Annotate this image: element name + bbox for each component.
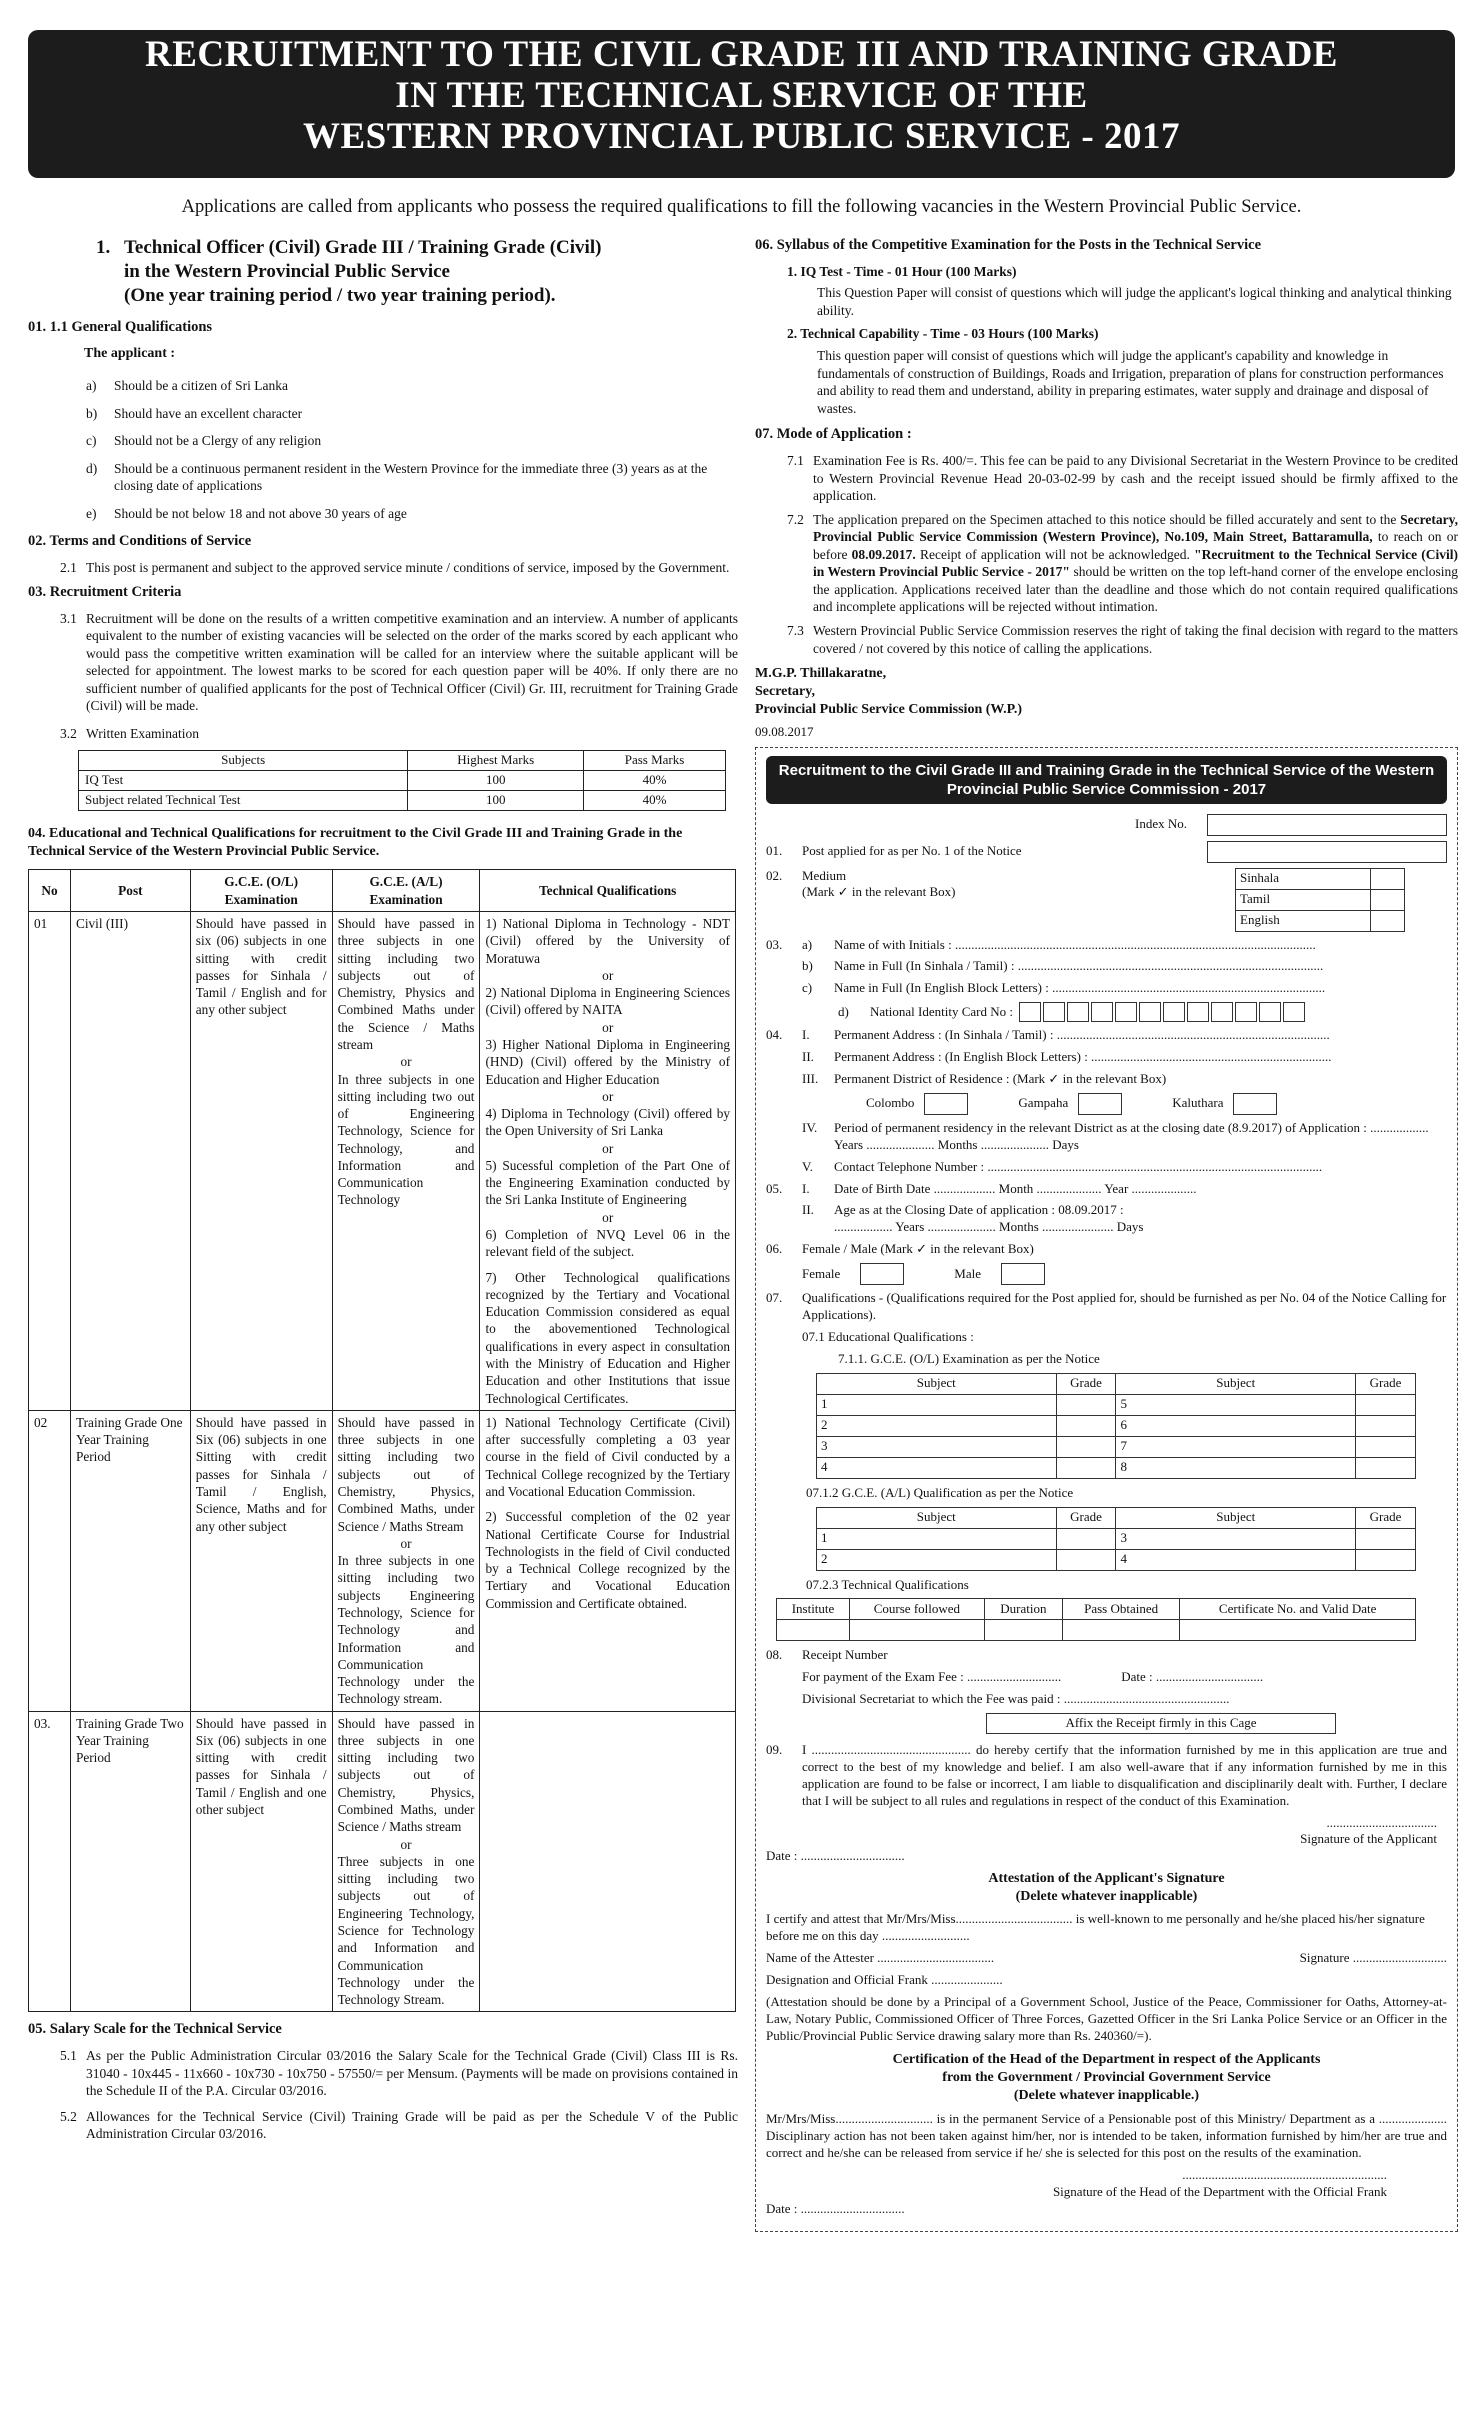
nic-digit-box[interactable] [1163,1002,1185,1022]
district-label: Gampaha [1018,1095,1069,1111]
attester-row: Name of the Attester .................................... Signature ............................. [766,1950,1447,1966]
qual-header: G.C.E. (A/L) Examination [332,870,480,912]
s03-item-1: 3.1 Recruitment will be done on the results of a written competitive examination and an interview. A number of applicants equivalent to the number of existing vacancies will be selected on the order of the marks scored by each applicant who would pass the competitive written examination will be called for an interview where the suitable applicant will be selected for appointment. The lowest marks to be scored for each question paper will be 40%. If only there are no sufficient number of qualified applicants for the post of Technical Officer (Civil) Gr. III, recruitment for Training Grade (Civil) will be made. [60,610,738,714]
attestation-heading: Attestation of the Applicant's Signature [988,1871,1225,1887]
f04e-row: V. Contact Telephone Number : ....................................................................................................... [802,1158,1323,1174]
signatory-name: M.G.P. Thillakaratne, [755,666,887,682]
result-header: Grade [1356,1373,1416,1394]
nic-digit-box[interactable] [1283,1002,1305,1022]
f05a-row: 05. I. Date of Birth Date ................... Month .................... Year .................... [766,1180,1197,1196]
qual-cell-tech: 1) National Diploma in Technology - NDT (Civil) offered by the University of Moratuwa or 2) National Diploma in Engineering Sciences (Civil) offered by NAITA or 3) Higher National Diploma in Engineering (HND) (Civil) offered by the Ministry of Education and Higher Education or 4) Diploma in Technology (Civil) offered by the Open University of Sri Lanka or 5) Sucessful completion of the Part One of the Engineering Examination conducted by the Sri Lanka Institute of Engineering or 6) Completion of NVQ Level 06 in the relevant field of the subject. 7) Other Technological qualifications recognized by the Tertiary and Vocational Education Commission considered as equal to the abovementioned Technological qualifications in every aspect in consultation with the Ministry of Education and Higher Education and other Institutions that issue Technological Certificates. [480,911,736,1410]
signatory-date: 09.08.2017 [755,723,814,739]
district-row [766,1093,1447,1115]
general-qualification-item: d) Should be a continuous permanent resident in the Western Province for the immediate three (3) years as at the closing date of applications [86,460,708,494]
cert-text: Mr/Mrs/Miss.............................. is in the permanent Service of a Pensionable post of this Ministry/ Department as a ..................... Disciplinary action has not been taken against him/her, nor is intended to be taken, information furnished by him/her are true and correct and he/she can be released from service if he/ she is selected for this post on the results of the examination. [766,2111,1447,2161]
written-exam-table [78,750,726,811]
index-row [766,814,1447,836]
qual-header: Post [70,870,190,912]
result-header: Grade [1356,1507,1416,1528]
s03-item-2: 3.2 Written Examination [60,725,200,741]
nic-digit-box[interactable] [1019,1002,1041,1022]
s07-item-3: 7.3 Western Provincial Public Service Commission reserves the right of taking the final decision with regard to the matters covered / not covered by this notice of calling the applications. [787,622,1458,656]
signatory-org: Provincial Public Service Commission (W.P.) [755,702,1023,718]
cert-heading-3: (Delete whatever inapplicable.) [1013,2088,1200,2104]
s06-iq-heading: 1. IQ Test - Time - 01 Hour (100 Marks) [787,263,1017,279]
table-row: IQ Test 100 40% [79,771,726,791]
f02-row: 02. Medium (Mark ✓ in the relevant Box) Sinhala Tamil English [766,868,1447,932]
s01-heading: 01. 1.1 General Qualifications [28,319,213,335]
f01-row: 01. Post applied for as per No. 1 of the Notice [766,841,1447,863]
tech-header: Certificate No. and Valid Date [1180,1599,1416,1620]
table-row [29,911,736,1410]
medium-option: Tamil [1236,889,1371,910]
s03-heading: 03. Recruitment Criteria [28,583,182,600]
f04b-row: II. Permanent Address : (In English Block Letters) : .......................................................................... [802,1049,1332,1065]
nic-boxes[interactable] [1019,1002,1307,1022]
nic-digit-box[interactable] [1067,1002,1089,1022]
qual-cell-ol: Should have passed in Six (06) subjects in one Sitting with credit passes for Sinhala / Tamil / English, Science, Maths and for any other subject [190,1410,332,1711]
right-column [755,236,1458,2232]
f0712-row: 07.1.2 G.C.E. (A/L) Qualification as per the Notice [806,1484,1074,1500]
table-row: 2 6 [817,1415,1416,1436]
attestation-note: (Attestation should be done by a Principal of a Government School, Justice of the Peace, Commissioner for Oaths, Attorney-at-Law, Notary Public, Commissioned Officer of Three Forces, Gazetted Officer in the Sri Lanka Police Service or an Officer in the Public/Provincial Public Service drawing salary more than Rs. 240360/=). [766,1994,1447,2043]
index-label: Index No. [1135,816,1187,832]
exam-header: Highest Marks [408,751,584,771]
result-header: Subject [1116,1507,1356,1528]
attestation-sub: (Delete whatever inapplicable) [1015,1889,1198,1905]
exam-header: Pass Marks [584,751,726,771]
qual-cell-tech [480,1711,736,2012]
nic-digit-box[interactable] [1139,1002,1161,1022]
tech-header: Pass Obtained [1062,1599,1179,1620]
s04-heading: 04. Educational and Technical Qualifications for recruitment to the Civil Grade III and Training Grade in the Technical Service of the Western Provincial Public Service. [28,826,683,860]
qual-cell-no: 01 [29,911,71,1410]
qual-cell-al: Should have passed in three subjects in one sitting including two subjects out of Chemistry, Physics, Combined Maths, under Science / Maths stream or Three subjects in one sitting including two subjects out of Engineering Technology, Science for Technology and Information and Communication Technology under the Technology Stream. [332,1711,480,2012]
result-header: Grade [1056,1507,1116,1528]
medium-option: Sinhala [1236,868,1371,889]
female-box[interactable] [860,1263,904,1285]
nic-digit-box[interactable] [1043,1002,1065,1022]
al-results-table[interactable] [816,1507,1416,1571]
f04a-row: 04. I. Permanent Address : (In Sinhala / Tamil) : .................................................................................... [766,1027,1330,1043]
general-qualification-item: c) Should not be a Clergy of any religion [86,433,322,449]
title-line-1: RECRUITMENT TO THE CIVIL GRADE III AND TRAINING GRADE [145,34,1338,75]
qual-header: No [29,870,71,912]
ol-results-table[interactable] [816,1373,1416,1479]
f08-row: 08. Receipt Number [766,1647,888,1663]
district-label: Kaluthara [1172,1095,1224,1111]
table-row [29,1410,736,1711]
title-banner [28,30,1455,178]
left-column [28,236,738,2149]
qual-cell-ol: Should have passed in Six (06) subjects in one sitting with credit passes for Sinhala / Tamil / English and one other subject [190,1711,332,2012]
s07-item-1: 7.1 Examination Fee is Rs. 400/=. This fee can be paid to any Divisional Secretariat in the Western Province to be credited to Western Provincial Revenue Head 20-03-02-99 by cash and the receipt issued should be firmly affixed to the application. [787,453,1458,504]
cert-heading-2: from the Government / Provincial Government Service [942,2070,1271,2086]
nic-digit-box[interactable] [1115,1002,1137,1022]
qual-cell-post: Civil (III) [70,911,190,1410]
table-row: 3 7 [817,1436,1416,1457]
qual-cell-post: Training Grade Two Year Training Period [70,1711,190,2012]
nic-digit-box[interactable] [1211,1002,1233,1022]
gender-row: Female Male [766,1263,1447,1285]
s07-item-2: 7.2 The application prepared on the Specimen attached to this notice should be filled accurately and sent to the Secretary, Provincial Public Service Commission (Western Province), No.109, Main Street, Battaramulla, to reach on or before 08.09.2017. Receipt of application will not be acknowledged. "Recruitment to the Technical Service (Civil) in Western Provincial Public Service - 2017" should be written on the top left-hand corner of the envelope enclosing the application. Applications received later than the deadline and those which do not contain required qualifications and incomplete applications will be rejected without intimation. [787,511,1458,615]
designation-row: Designation and Official Frank ...................... [766,1972,1003,1988]
f05b-row: II. Age as at the Closing Date of application : 08.09.2017 : .................. Years ..................... Months ...................... Days [802,1202,1144,1235]
medium-checkbox[interactable] [1371,868,1405,889]
s06-iq-text: This Question Paper will consist of questions which will judge the applicant's logical thinking and analytical thinking ability. [817,285,1452,318]
medium-checkbox[interactable] [1371,889,1405,910]
s02-heading: 02. Terms and Conditions of Service [28,533,252,550]
table-row: Subject related Technical Test 100 40% [79,791,726,811]
intro-text: Applications are called from applicants who possess the required qualifications to fill the following vacancies in the Western Provincial Public Service. [181,197,1302,217]
attestation-text: I certify and attest that Mr/Mrs/Miss.................................... is well-known to me personally and he/she placed his/her signature before me on this day ........................... [766,1910,1425,1943]
district-label: Colombo [866,1095,915,1111]
qual-header: G.C.E. (O/L) Examination [190,870,332,912]
s06-heading: 06. Syllabus of the Competitive Examination for the Posts in the Technical Service [755,237,1262,253]
district-checkbox[interactable] [1078,1093,1122,1115]
medium-table [1235,868,1405,932]
qual-cell-no: 03. [29,1711,71,2012]
male-box[interactable] [1001,1263,1045,1285]
f0723-row: 07.2.3 Technical Qualifications [806,1576,969,1592]
table-row: 1 3 [817,1528,1416,1549]
applicant-signature: Signature of the Applicant [1300,1831,1437,1847]
application-form [755,747,1458,2232]
qual-cell-post: Training Grade One Year Training Period [70,1410,190,1711]
s06-tech-text: This question paper will consist of questions which will judge the applicant's capability and knowledge in fundamentals of construction of Buildings, Roads and Irrigation, preparation of plans for construction performances and ability to read them and understand, ability in preparing estimates, water supply and drainage and disposal of wastes. [817,348,1444,416]
qual-cell-ol: Should have passed in six (06) subjects in one sitting with credit passes for Sinhala / Tamil / English and for any other subject [190,911,332,1410]
f03a-row: 03. a) Name of with Initials : ............................................................................................................... [766,936,1316,952]
table-row [29,1711,736,2012]
table-row: 2 4 [817,1549,1416,1570]
f071-row: 07.1 Educational Qualifications : [802,1328,974,1344]
result-header: Subject [1116,1373,1356,1394]
date-1: Date : ................................ [766,1848,905,1864]
general-qualifications-list [28,377,738,522]
nic-digit-box[interactable] [1187,1002,1209,1022]
s05-heading: 05. Salary Scale for the Technical Service [28,2021,282,2038]
title-line-2: IN THE TECHNICAL SERVICE OF THE [395,75,1088,116]
f0711-row: 7.1.1. G.C.E. (O/L) Examination as per the Notice [838,1350,1100,1366]
signatory-title: Secretary, [755,684,815,700]
table-row: 4 8 [817,1457,1416,1478]
f07-row: 07. Qualifications - (Qualifications required for the Post applied for, should be furnished as per No. 04 of the Notice Calling for Applications). [766,1290,1447,1322]
exam-header: Subjects [79,751,408,771]
result-header: Grade [1056,1373,1116,1394]
f03c-row: c) Name in Full (In English Block Letters) : .................................................................................... [802,980,1326,996]
result-header: Subject [817,1373,1057,1394]
f06-row: 06. Female / Male (Mark ✓ in the relevant Box) [766,1241,1034,1257]
f03d-row: d) National Identity Card No : [766,1002,1447,1022]
applicant-sig-dots: .................................. [1326,1814,1437,1830]
nic-digit-box[interactable] [1091,1002,1113,1022]
medium-option: English [1236,910,1371,931]
s02-item: 2.1 This post is permanent and subject to the approved service minute / conditions of service, imposed by the Government. [60,560,730,576]
form-heading: Recruitment to the Civil Grade III and Training Grade in the Technical Service of the Western Provincial Public Service Commission - 2017 [766,756,1447,804]
tech-header: Institute [777,1599,850,1620]
f04d-row: IV. Period of permanent residency in the relevant District as at the closing date (8.9.2017) of Application : .................. Years ..................... Months ..................... Days [802,1119,1429,1152]
f08d-row: Divisional Secretariat to which the Fee was paid : ................................................... [802,1691,1230,1707]
qual-header: Technical Qualifications [480,870,736,912]
district-checkbox[interactable] [1233,1093,1277,1115]
general-qualification-item: b) Should have an excellent character [86,405,303,421]
technical-qualifications-table[interactable] [776,1598,1416,1641]
applicant-label: The applicant : [84,345,176,361]
f03b-row: b) Name in Full (In Sinhala / Tamil) : .............................................................................................. [802,958,1324,974]
f09-row: 09. I ................................................. do hereby certify that the information furnished by me in this application are true and correct to the best of my knowledge and belief. I am also well-aware that if any information furnished by me in this application are found to be false or incorrect, I am liable to disqualification and disciplinarily dealt with. Further, I declare that I will be subject to all rules and regulations in respect of the conduct of this Examination. [766,1742,1447,1808]
date-2: Date : ................................ [766,2200,905,2216]
result-header: Subject [817,1507,1057,1528]
qual-cell-al: Should have passed in three subjects in one sitting including two subjects out of Chemistry, Physics, Combined Maths, under Science / Maths Stream or In three subjects in one sitting including two subjects Engineering Technology, Science for Technology and Information and Communication Technology under the Technology stream. [332,1410,480,1711]
post-heading: 1. Technical Officer (Civil) Grade III / Training Grade (Civil) in the Western Provincial Public Service (One year training period / two year training period). [96,237,602,306]
index-no-field[interactable] [1207,814,1447,836]
tech-header: Duration [984,1599,1062,1620]
f04c-row: III. Permanent District of Residence : (Mark ✓ in the relevant Box) [802,1070,1167,1086]
medium-checkbox[interactable] [1371,910,1405,931]
cert-heading-1: Certification of the Head of the Department in respect of the Applicants [892,2051,1321,2067]
s06-tech-heading: 2. Technical Capability - Time - 03 Hours (100 Marks) [787,326,1099,342]
head-signature: Signature of the Head of the Department with the Official Frank [1052,2183,1387,2199]
head-sig-dots: ............................................................... [1182,2167,1387,2183]
qual-cell-tech: 1) National Technology Certificate (Civil) after successfully completing a 03 year course in the field of Civil conducted by a Technical College recognized by the Tertiary and Vocational Education Commission. 2) Successful completion of the 02 year National Certificate Course for Industrial Technologists in the field of Civil conducted by a Technical College recognized by the Tertiary and Vocational Education Commission and Certificate obtained. [480,1410,736,1711]
s07-heading: 07. Mode of Application : [755,426,912,443]
receipt-cage: Affix the Receipt firmly in this Cage [986,1713,1336,1734]
nic-digit-box[interactable] [1259,1002,1281,1022]
table-row [777,1620,1416,1641]
tech-header: Course followed [850,1599,985,1620]
qual-cell-al: Should have passed in three subjects in one sitting including two subjects out of Chemistry, Physics and Combined Maths under the Science / Maths stream or In three subjects in one sitting including two out of Engineering Technology, Science for Technology, and Information and Communication Technology [332,911,480,1410]
qualifications-table [28,869,736,2012]
district-checkbox[interactable] [924,1093,968,1115]
title-line-3: WESTERN PROVINCIAL PUBLIC SERVICE - 2017 [302,116,1181,157]
general-qualification-item: a) Should be a citizen of Sri Lanka [86,378,288,394]
s05-item-1: 5.1 As per the Public Administration Circular 03/2016 the Salary Scale for the Technical Grade (Civil) Class III is Rs. 31040 - 10x445 - 11x660 - 10x730 - 10x750 - 57550/= per Mensum. (Payments will be made on provisions contained in the Schedule II of the P.A. Circular 03/2016. [60,2048,738,2099]
qual-cell-no: 02 [29,1410,71,1711]
post-applied-field[interactable] [1207,841,1447,863]
general-qualification-item: e) Should be not below 18 and not above 30 years of age [86,505,407,521]
nic-digit-box[interactable] [1235,1002,1257,1022]
s05-item-2: 5.2 Allowances for the Technical Service (Civil) Training Grade will be paid as per the Schedule V of the Public Administration Circular 03/2016. [60,2108,738,2142]
table-row: 1 5 [817,1394,1416,1415]
f08b-row: For payment of the Exam Fee : ............................. Date : ................................. [802,1669,1264,1685]
